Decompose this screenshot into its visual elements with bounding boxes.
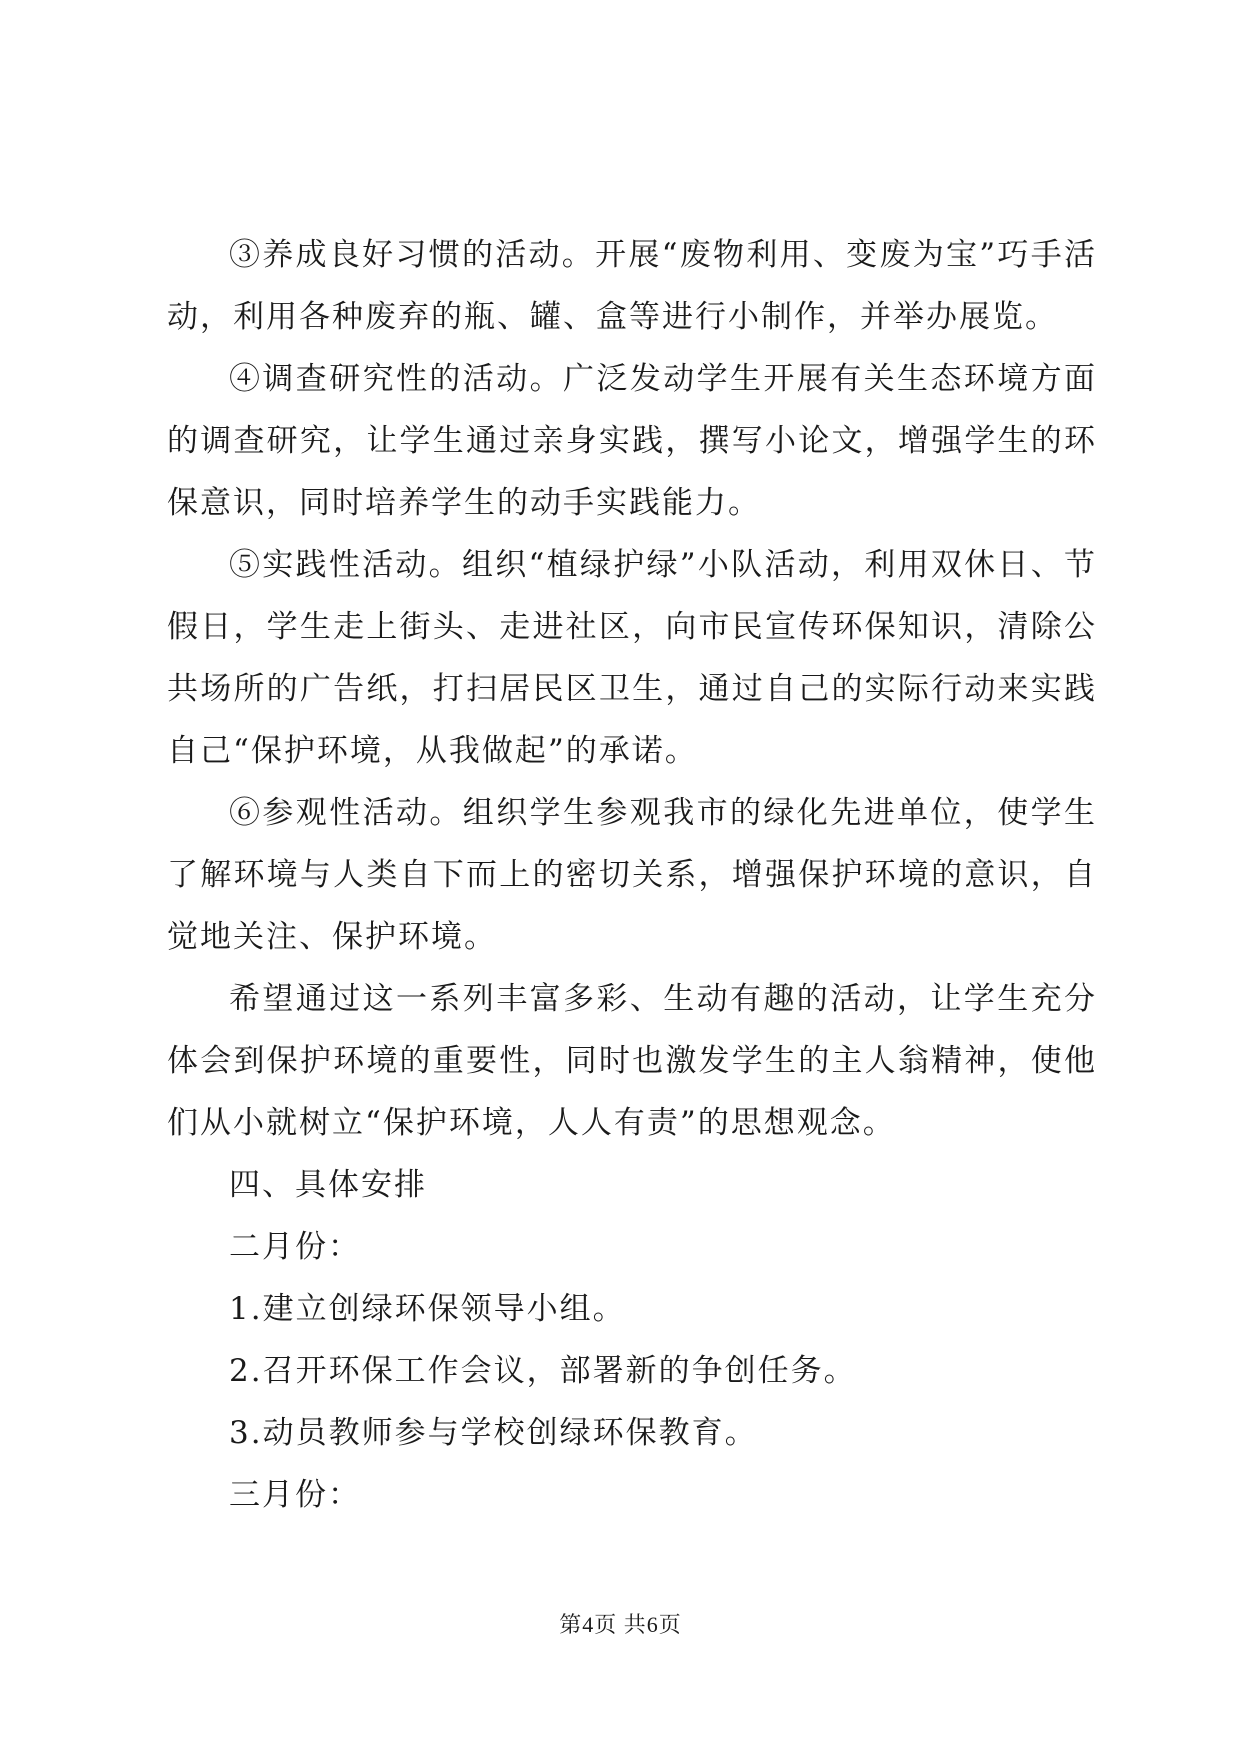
section-heading-schedule: 四、具体安排 [229, 1167, 427, 1203]
paragraph-summary: 希望通过这一系列丰富多彩、生动有趣的活动，让学生充分体会到保护环境的重要性，同时也激发学生的主人翁精神，使他们从小就树立“保护环境，人人有责”的思想观念。 [167, 981, 1097, 1141]
paragraph-activity-5: ⑤实践性活动。组织“植绿护绿”小队活动，利用双休日、节假日，学生走上街头、走进社区，向市民宣传环保知识，清除公共场所的广告纸，打扫居民区卫生，通过自己的实际行动来实践自己“保护环境，从我做起”的承诺。 [167, 547, 1097, 769]
schedule-item-1: 1.建立创绿环保领导小组。 [229, 1291, 626, 1327]
paragraph-activity-6: ⑥参观性活动。组织学生参观我市的绿化先进单位，使学生了解环境与人类自下而上的密切关系，增强保护环境的意识，自觉地关注、保护环境。 [167, 795, 1097, 955]
schedule-item-2: 2.召开环保工作会议，部署新的争创任务。 [229, 1353, 857, 1389]
paragraph-activity-3: ③养成良好习惯的活动。开展“废物利用、变废为宝”巧手活动，利用各种废弃的瓶、罐、盒等进行小制作，并举办展览。 [167, 237, 1097, 335]
month-heading-february: 二月份： [229, 1229, 361, 1265]
document-body [167, 224, 1097, 1526]
month-heading-march: 三月份： [229, 1477, 361, 1513]
page-footer: 第4页 共6页 [559, 1612, 682, 1637]
paragraph-activity-4: ④调查研究性的活动。广泛发动学生开展有关生态环境方面的调查研究，让学生通过亲身实践，撰写小论文，增强学生的环保意识，同时培养学生的动手实践能力。 [167, 361, 1097, 521]
schedule-item-3: 3.动员教师参与学校创绿环保教育。 [229, 1415, 758, 1451]
